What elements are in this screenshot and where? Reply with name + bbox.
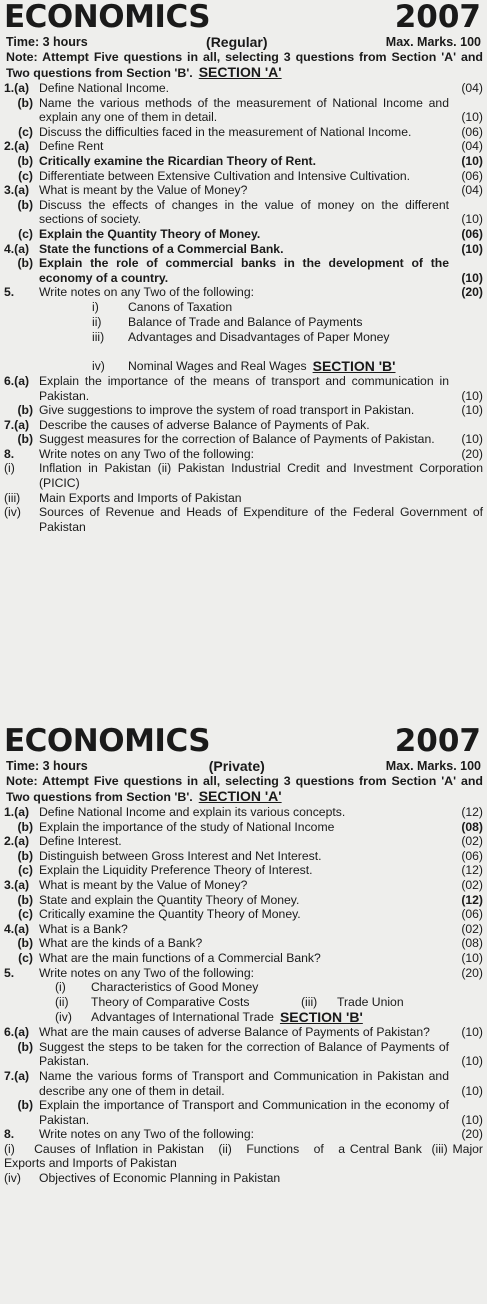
question-number: 4.(a)	[4, 921, 30, 936]
option-text: Sources of Revenue and Heads of Expenditure of the Federal Government of Pakistan	[39, 505, 483, 534]
question-number: (b)	[17, 1098, 33, 1113]
question-marks: (02)	[461, 921, 483, 936]
question-row	[0, 893, 487, 908]
question-text: Explain the Liquidity Preference Theory of Interest.	[39, 863, 313, 878]
note-option	[0, 995, 487, 1010]
question-text: Distinguish between Gross Interest and Net Interest.	[39, 848, 322, 863]
question-marks: (06)	[461, 848, 483, 863]
question-text: State and explain the Quantity Theory of Money.	[39, 892, 300, 907]
section-a-heading: SECTION 'A'	[198, 788, 282, 804]
question-marks: (10)	[461, 241, 483, 256]
note-option	[0, 359, 487, 374]
question-number: (b)	[17, 197, 33, 212]
question-row	[0, 403, 487, 418]
paper-header	[0, 0, 487, 34]
question-row	[0, 1025, 487, 1040]
question-row	[0, 1098, 487, 1127]
question-number: 6.(a)	[4, 373, 30, 388]
question-row	[0, 139, 487, 154]
question-marks: (20)	[461, 1127, 483, 1142]
question-row	[0, 227, 487, 242]
question-text: Name the various methods of the measurement of National Income and explain any one of them in detail.	[39, 95, 449, 125]
question-text: Discuss the difficulties faced in the measurement of National Income.	[39, 124, 412, 139]
max-marks: Max. Marks. 100	[385, 35, 481, 49]
question-text: Write notes on any Two of the following:	[39, 285, 254, 300]
question-number: (b)	[17, 153, 33, 168]
exam-time: Time: 3 hours	[6, 35, 88, 49]
note-option	[0, 505, 487, 534]
question-text: Write notes on any Two of the following:	[39, 965, 254, 980]
question-row	[0, 834, 487, 849]
note-option	[0, 1171, 487, 1186]
question-text: Explain the importance of Transport and Communication in the economy of Pakistan.	[39, 1098, 449, 1127]
question-number: (b)	[17, 1039, 33, 1054]
question-text: Explain the role of commercial banks in the development of the economy of a country.	[39, 256, 449, 285]
option-text: Trade Union	[337, 995, 404, 1010]
question-text: Give suggestions to improve the system of road transport in Pakistan.	[39, 403, 415, 418]
exam-time: Time: 3 hours	[6, 759, 88, 773]
option-numeral: (i)	[55, 980, 66, 995]
option-text: Canons of Taxation	[128, 299, 233, 314]
question-text: State the functions of a Commercial Bank.	[39, 241, 284, 256]
question-marks: (06)	[461, 907, 483, 922]
section-b-heading: SECTION 'B'	[279, 1009, 363, 1026]
question-marks: (10)	[461, 1025, 483, 1040]
question-text: Differentiate between Extensive Cultivation and Intensive Cultivation.	[39, 168, 411, 183]
question-marks: (02)	[461, 834, 483, 849]
question-text: What is meant by the Value of Money?	[39, 877, 248, 892]
subject-title: ECONOMICS	[4, 0, 211, 35]
question-number: 6.(a)	[4, 1025, 30, 1040]
question-text: Define Rent	[39, 139, 104, 154]
question-marks: (10)	[461, 403, 483, 418]
exam-paper-regular	[0, 0, 487, 534]
option-text: Characteristics of Good Money	[91, 980, 259, 995]
question-number: 5.	[4, 285, 15, 300]
note-option	[0, 980, 487, 995]
subject-title: ECONOMICS	[4, 723, 211, 759]
question-text: Define Interest.	[39, 834, 122, 849]
paper-meta	[0, 34, 487, 50]
question-row	[0, 907, 487, 922]
option-text: Objectives of Economic Planning in Pakistan	[39, 1171, 281, 1186]
question-number: 2.(a)	[4, 139, 30, 154]
question-marks: (04)	[461, 81, 483, 95]
question-marks: (02)	[461, 877, 483, 892]
question-number: 4.(a)	[4, 241, 30, 256]
question-row	[0, 198, 487, 227]
option-text: Advantages of International Trade	[91, 1010, 274, 1025]
question-text: Explain the Quantity Theory of Money.	[39, 226, 261, 241]
question-text: Describe the causes of adverse Balance of Payments of Pak.	[39, 417, 370, 432]
question-text: What are the main causes of adverse Balance of Payments of Pakistan?	[39, 1025, 430, 1040]
question-row	[0, 863, 487, 878]
question-row	[0, 154, 487, 169]
question-marks: (04)	[461, 139, 483, 154]
question-row	[0, 183, 487, 198]
question-number: (c)	[18, 907, 33, 922]
question-row	[0, 878, 487, 893]
question-marks: (06)	[461, 226, 483, 241]
option-numeral: ii)	[92, 314, 102, 329]
question-text: Explain the importance of the study of National Income	[39, 819, 335, 834]
question-row	[0, 1040, 487, 1069]
question-marks: (06)	[461, 168, 483, 183]
exam-year: 2007	[394, 0, 481, 35]
question-marks: (12)	[461, 805, 483, 819]
option-numeral: i)	[92, 299, 99, 314]
question-row	[0, 81, 487, 96]
question-number: (b)	[17, 403, 33, 418]
question-row	[0, 951, 487, 966]
max-marks: Max. Marks. 100	[385, 759, 481, 773]
question-row	[0, 1069, 487, 1098]
question-number: (c)	[18, 168, 33, 183]
question-marks: (04)	[461, 183, 483, 198]
exam-mode: (Private)	[208, 758, 265, 774]
question-marks: (20)	[461, 446, 483, 461]
question-number: (c)	[18, 950, 33, 965]
question-marks: (10)	[461, 1054, 483, 1069]
option-numeral: (iv)	[4, 505, 21, 520]
question-number: 2.(a)	[4, 834, 30, 849]
question-marks: (10)	[461, 212, 483, 227]
question-row	[0, 820, 487, 835]
question-text: Define National Income and explain its various concepts.	[39, 805, 346, 819]
question-text: Define National Income.	[39, 81, 170, 95]
question-marks: (12)	[461, 892, 483, 907]
option-text: Inflation in Pakistan (ii) Pakistan Industrial Credit and Investment Corporation (PICIC)	[39, 461, 483, 491]
instructions	[0, 50, 487, 81]
question-number: 1.(a)	[4, 81, 30, 95]
paper-header	[0, 724, 487, 758]
question-number: (b)	[17, 432, 33, 447]
question-marks: (12)	[461, 863, 483, 878]
question-row	[0, 96, 487, 125]
note-option	[0, 300, 487, 315]
question-number: (b)	[17, 95, 33, 110]
question-text: Write notes on any Two of the following:	[39, 446, 254, 461]
option-numeral: iv)	[92, 358, 105, 373]
question-marks: (10)	[461, 1112, 483, 1127]
note-option	[0, 330, 487, 345]
exam-year: 2007	[394, 723, 481, 759]
question-text: Explain the importance of the means of transport and communication in Pakistan.	[39, 373, 449, 403]
instructions	[0, 774, 487, 805]
question-number: 8.	[4, 1127, 15, 1142]
instructions-text: Note: Attempt Five questions in all, selecting 3 questions from Section 'A' and Two questions from Section 'B'.	[6, 774, 483, 804]
question-row	[0, 936, 487, 951]
option-numeral: (i)	[4, 461, 15, 476]
option-numeral: (iv)	[4, 1171, 21, 1186]
question-row	[0, 849, 487, 864]
question-marks: (20)	[461, 965, 483, 980]
option-text: Main Exports and Imports of Pakistan	[39, 490, 242, 505]
question-row	[0, 374, 487, 403]
note-option	[0, 491, 487, 506]
question-number: (b)	[17, 936, 33, 951]
question-marks: (10)	[461, 110, 483, 125]
question-text: What are the kinds of a Bank?	[39, 936, 203, 951]
paper-meta	[0, 758, 487, 774]
question-marks: (10)	[461, 950, 483, 965]
question-number: 7.(a)	[4, 417, 30, 432]
option-text: Theory of Comparative Costs	[91, 995, 250, 1010]
question-marks: (10)	[461, 432, 483, 447]
spacer	[0, 345, 487, 359]
option-text: Advantages and Disadvantages of Paper Money	[128, 329, 390, 344]
instructions-text: Note: Attempt Five questions in all, selecting 3 questions from Section 'A' and Two questions from Section 'B'.	[6, 50, 483, 80]
question-number: 3.(a)	[4, 183, 30, 198]
question-row	[0, 418, 487, 433]
question-text: Write notes on any Two of the following:	[39, 1127, 254, 1142]
option-numeral: (iii)	[301, 995, 318, 1010]
question-text: Name the various forms of Transport and Communication in Pakistan and describe any one of them in detail.	[39, 1068, 449, 1098]
question-text: What is meant by the Value of Money?	[39, 183, 248, 198]
question-marks: (08)	[461, 819, 483, 834]
question-marks: (06)	[461, 124, 483, 139]
question-marks: (08)	[461, 936, 483, 951]
question-row	[0, 432, 487, 447]
note-option	[0, 315, 487, 330]
question-text: Discuss the effects of changes in the value of money on the different sections of society.	[39, 197, 449, 227]
question-number: (b)	[17, 819, 33, 834]
question-row	[0, 285, 487, 300]
question-marks: (10)	[461, 270, 483, 285]
question-marks: (10)	[461, 153, 483, 168]
section-b-heading: SECTION 'B'	[312, 357, 396, 374]
question-number: (c)	[18, 124, 33, 139]
question-number: (b)	[17, 848, 33, 863]
question-row	[0, 966, 487, 981]
question-text: Critically examine the Ricardian Theory of Rent.	[39, 153, 317, 168]
note-option	[0, 1010, 487, 1025]
question-number: (b)	[17, 892, 33, 907]
exam-paper-private	[0, 724, 487, 1186]
option-text: Balance of Trade and Balance of Payments	[128, 314, 363, 329]
question-text: What is a Bank?	[39, 921, 128, 936]
question-number: 5.	[4, 965, 15, 980]
question-row	[0, 242, 487, 257]
question-number: (c)	[18, 863, 33, 878]
question-row	[0, 125, 487, 140]
note-option-line: (i) Causes of Inflation in Pakistan (ii) Functions of a Central Bank (iii) Major Exports and Imports of Pakistan	[4, 1141, 487, 1171]
question-number: (c)	[18, 226, 33, 241]
question-marks: (10)	[461, 1083, 483, 1098]
question-marks: (20)	[461, 285, 483, 300]
note-option	[0, 461, 487, 490]
question-number: 1.(a)	[4, 805, 30, 819]
question-number: 3.(a)	[4, 877, 30, 892]
question-row	[0, 805, 487, 820]
question-text: Suggest measures for the correction of Balance of Payments of Pakistan.	[39, 432, 435, 447]
option-numeral: (ii)	[55, 995, 69, 1010]
question-text: Suggest the steps to be taken for the correction of Balance of Payments of Pakistan.	[39, 1039, 449, 1069]
option-text: Nominal Wages and Real Wages	[128, 358, 307, 373]
question-row	[0, 922, 487, 937]
question-marks: (10)	[461, 388, 483, 403]
question-text: Critically examine the Quantity Theory of Money.	[39, 907, 301, 922]
exam-mode: (Regular)	[206, 34, 268, 50]
question-number: 7.(a)	[4, 1068, 30, 1083]
option-numeral: (iii)	[4, 490, 21, 505]
question-row	[0, 169, 487, 184]
option-numeral: (iv)	[55, 1010, 72, 1025]
question-row	[0, 256, 487, 285]
section-a-heading: SECTION 'A'	[198, 64, 282, 80]
question-number: 8.	[4, 446, 15, 461]
question-row	[0, 447, 487, 462]
question-number: (b)	[17, 256, 33, 271]
option-numeral: iii)	[92, 329, 105, 344]
question-row	[0, 1127, 487, 1142]
question-text: What are the main functions of a Commercial Bank?	[39, 950, 321, 965]
